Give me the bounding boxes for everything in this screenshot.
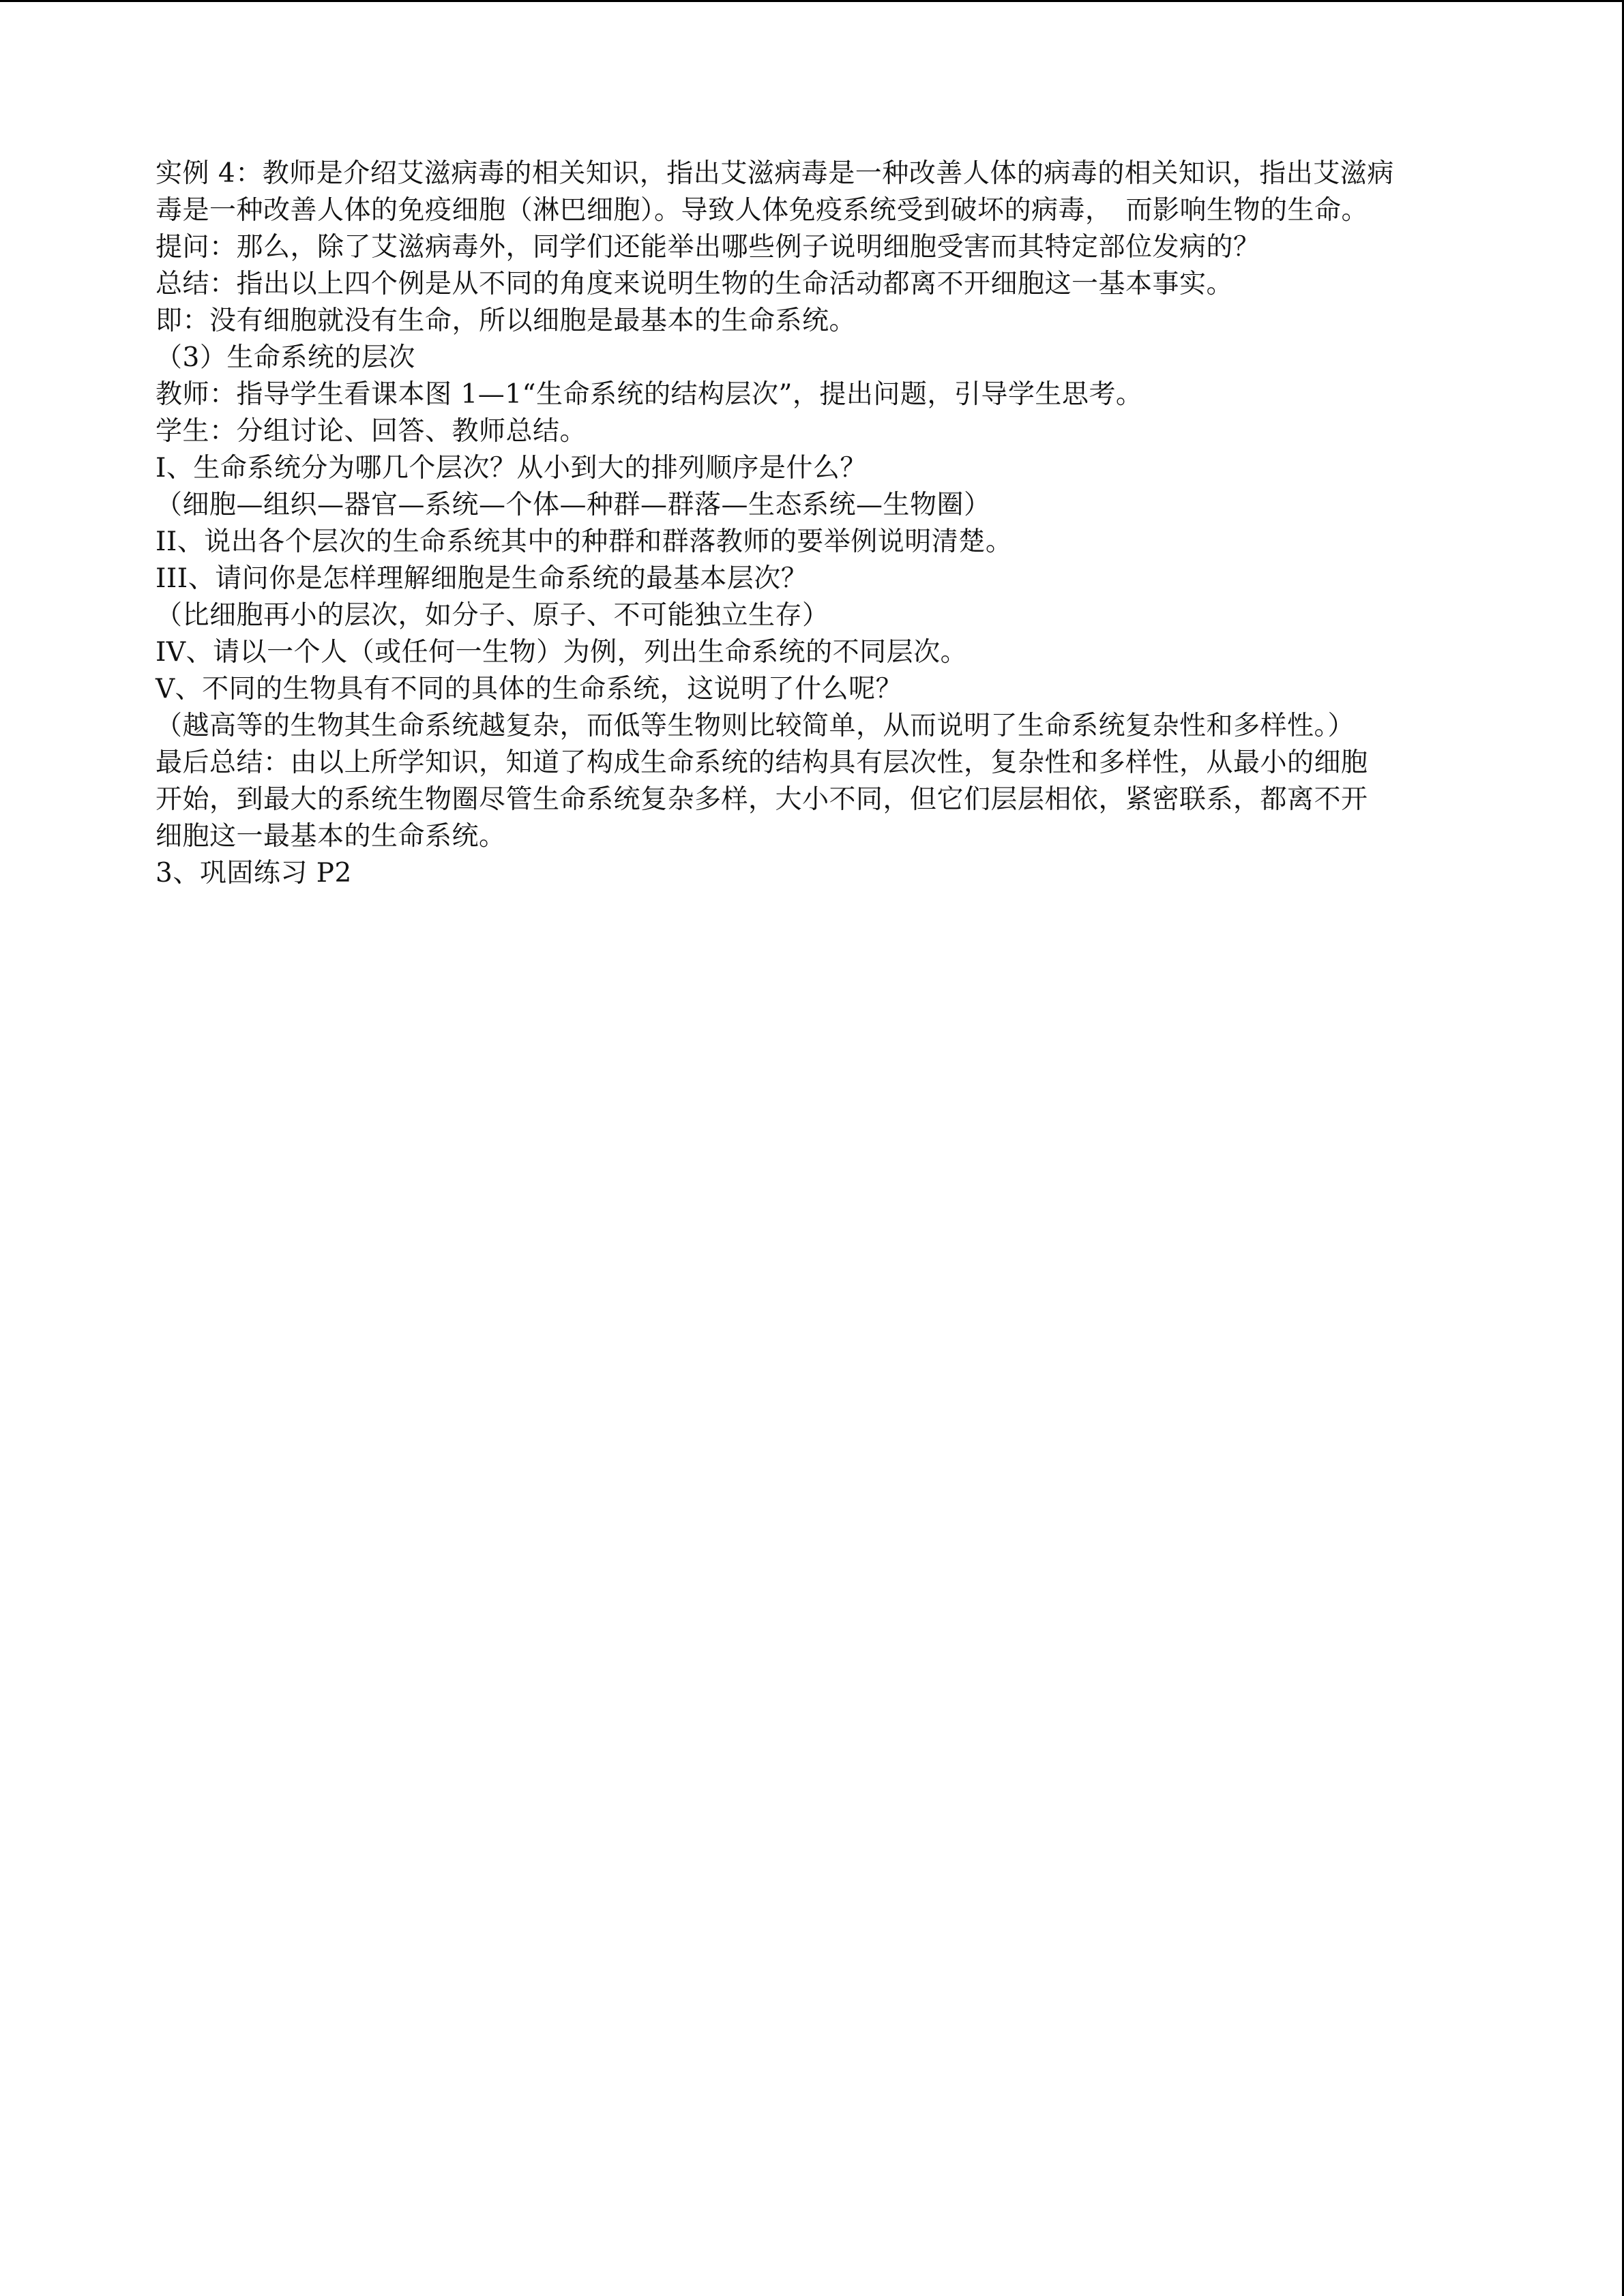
section-heading: 3、巩固练习 P2 — [156, 858, 352, 889]
question-line: V、不同的生物具有不同的具体的生命系统，这说明了什么呢？ — [156, 674, 903, 704]
text-line: 细胞这一最基本的生命系统。 — [156, 821, 506, 852]
answer-line: （细胞—组织—器官—系统—个体—种群—群落—生态系统—生物圈） — [156, 490, 991, 520]
text-line: 提问：那么，除了艾滋病毒外，同学们还能举出哪些例子说明细胞受害而其特定部位发病的？ — [156, 232, 1260, 263]
question-line: I、生命系统分为哪几个层次？从小到大的排列顺序是什么？ — [156, 453, 867, 483]
text-line: 即：没有细胞就没有生命，所以细胞是最基本的生命系统。 — [156, 305, 857, 336]
text-line: 总结：指出以上四个例是从不同的角度来说明生物的生命活动都离不开细胞这一基本事实。 — [156, 269, 1234, 299]
text-line: 教师：指导学生看课本图 1—1“生命系统的结构层次”，提出问题，引导学生思考。 — [156, 379, 1143, 410]
text-line: 学生：分组讨论、回答、教师总结。 — [156, 416, 587, 447]
text-line: 最后总结：由以上所学知识，知道了构成生命系统的结构具有层次性，复杂性和多样性，从最小的细胞 — [156, 747, 1368, 778]
text-line: 开始，到最大的系统生物圈尽管生命系统复杂多样，大小不同，但它们层层相依，紧密联系，都离不开 — [156, 784, 1368, 815]
question-line: II、说出各个层次的生命系统其中的种群和群落教师的要举例说明清楚。 — [156, 526, 1013, 557]
answer-line: （比细胞再小的层次，如分子、原子、不可能独立生存） — [156, 600, 829, 631]
answer-line: （越高等的生物其生命系统越复杂，而低等生物则比较简单，从而说明了生命系统复杂性和多样性。） — [156, 711, 1355, 741]
text-line: 毒是一种改善人体的免疫细胞（淋巴细胞）。导致人体免疫系统受到破坏的病毒， 而影响生物的生命。 — [156, 195, 1369, 226]
section-heading: （3）生命系统的层次 — [156, 342, 415, 373]
question-line: IV、请以一个人（或任何一生物）为例，列出生命系统的不同层次。 — [156, 637, 968, 668]
document-body — [156, 155, 1492, 892]
text-line: 实例 4：教师是介绍艾滋病毒的相关知识，指出艾滋病毒是一种改善人体的病毒的相关知识，指出艾滋病 — [156, 158, 1394, 189]
question-line: III、请问你是怎样理解细胞是生命系统的最基本层次？ — [156, 563, 808, 594]
